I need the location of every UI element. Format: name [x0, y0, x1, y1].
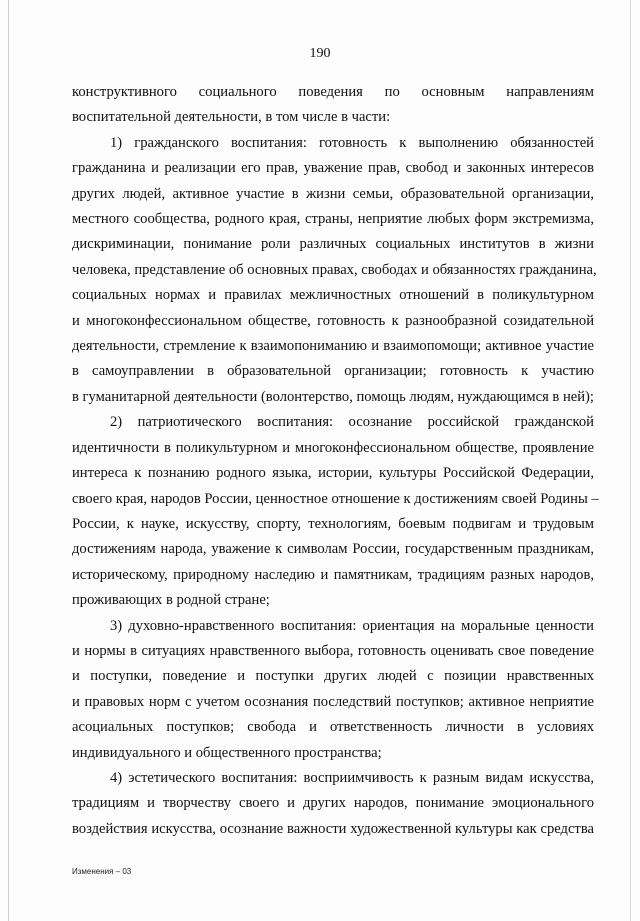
- text-line: асоциальных поступков; свобода и ответственность личности в условиях: [72, 719, 594, 736]
- page-edge-right: [630, 0, 631, 921]
- text-line: в гуманитарной деятельности (волонтерство, помощь людям, нуждающимся в ней);: [72, 388, 594, 405]
- text-line: своего края, народов России, ценностное отношение к достижениям своей Родины –: [72, 490, 599, 507]
- page-number: 190: [309, 46, 331, 61]
- text-line: индивидуального и общественного пространства;: [72, 744, 382, 761]
- paragraph-continuation: [72, 80, 594, 131]
- page-edge-left: [8, 0, 9, 921]
- text-line: и поступки, поведение и поступки других людей с позиции нравственных: [72, 668, 594, 685]
- text-line: достижениям народа, уважение к символам России, государственным праздникам,: [72, 541, 594, 558]
- text-line: проживающих в родной стране;: [72, 592, 270, 609]
- text-line: и правовых норм с учетом осознания последствий поступков; активное неприятие: [72, 693, 594, 710]
- text-line: гражданина и реализации его прав, уважение прав, свобод и законных интересов: [72, 160, 594, 177]
- paragraph-moral-education: [72, 614, 594, 766]
- text-line: идентичности в поликультурном и многоконфессиональном обществе, проявление: [72, 439, 594, 456]
- text-line: человека, представление об основных правах, свободах и обязанностях гражданина,: [72, 261, 597, 278]
- footer-revision-note: Изменения – 03: [72, 867, 132, 876]
- text-line: в самоуправлении в образовательной организации; готовность к участию: [72, 363, 594, 380]
- paragraph-aesthetic-education: [72, 766, 594, 842]
- text-line: интереса к познанию родного языка, истории, культуры Российской Федерации,: [72, 465, 594, 482]
- text-line: России, к науке, искусству, спорту, технологиям, боевым подвигам и трудовым: [72, 515, 594, 532]
- text-line: и многоконфессиональном обществе, готовность к разнообразной созидательной: [72, 312, 594, 329]
- paragraph-civic-education: [72, 131, 597, 410]
- text-line: традициям и творчеству своего и других народов, понимание эмоционального: [72, 795, 594, 812]
- text-line: воздействия искусства, осознание важности художественной культуры как средства: [72, 820, 594, 837]
- text-line: дискриминации, понимание роли различных социальных институтов в жизни: [72, 236, 594, 253]
- text-line: других людей, активное участие в жизни семьи, образовательной организации,: [72, 185, 594, 202]
- text-line: и нормы в ситуациях нравственного выбора, готовность оценивать свое поведение: [72, 642, 594, 659]
- document-body: [72, 80, 599, 842]
- text-line: 3) духовно-нравственного воспитания: ориентация на моральные ценности: [110, 617, 594, 634]
- text-line: социальных нормах и правилах межличностных отношений в поликультурном: [72, 287, 594, 304]
- text-line: 2) патриотического воспитания: осознание российской гражданской: [110, 414, 594, 431]
- text-line: конструктивного социального поведения по основным направлениям: [72, 84, 594, 100]
- text-line: воспитательной деятельности, в том числе в части:: [72, 109, 391, 126]
- text-line: 1) гражданского воспитания: готовность к выполнению обязанностей: [110, 134, 594, 151]
- text-line: деятельности, стремление к взаимопониманию и взаимопомощи; активное участие: [72, 338, 594, 355]
- text-line: местного сообщества, родного края, страны, неприятие любых форм экстремизма,: [72, 211, 594, 228]
- text-line: 4) эстетического воспитания: восприимчивость к разным видам искусства,: [110, 769, 594, 786]
- text-line: историческому, природному наследию и памятникам, традициям разных народов,: [72, 566, 594, 583]
- paragraph-patriotic-education: [72, 410, 599, 613]
